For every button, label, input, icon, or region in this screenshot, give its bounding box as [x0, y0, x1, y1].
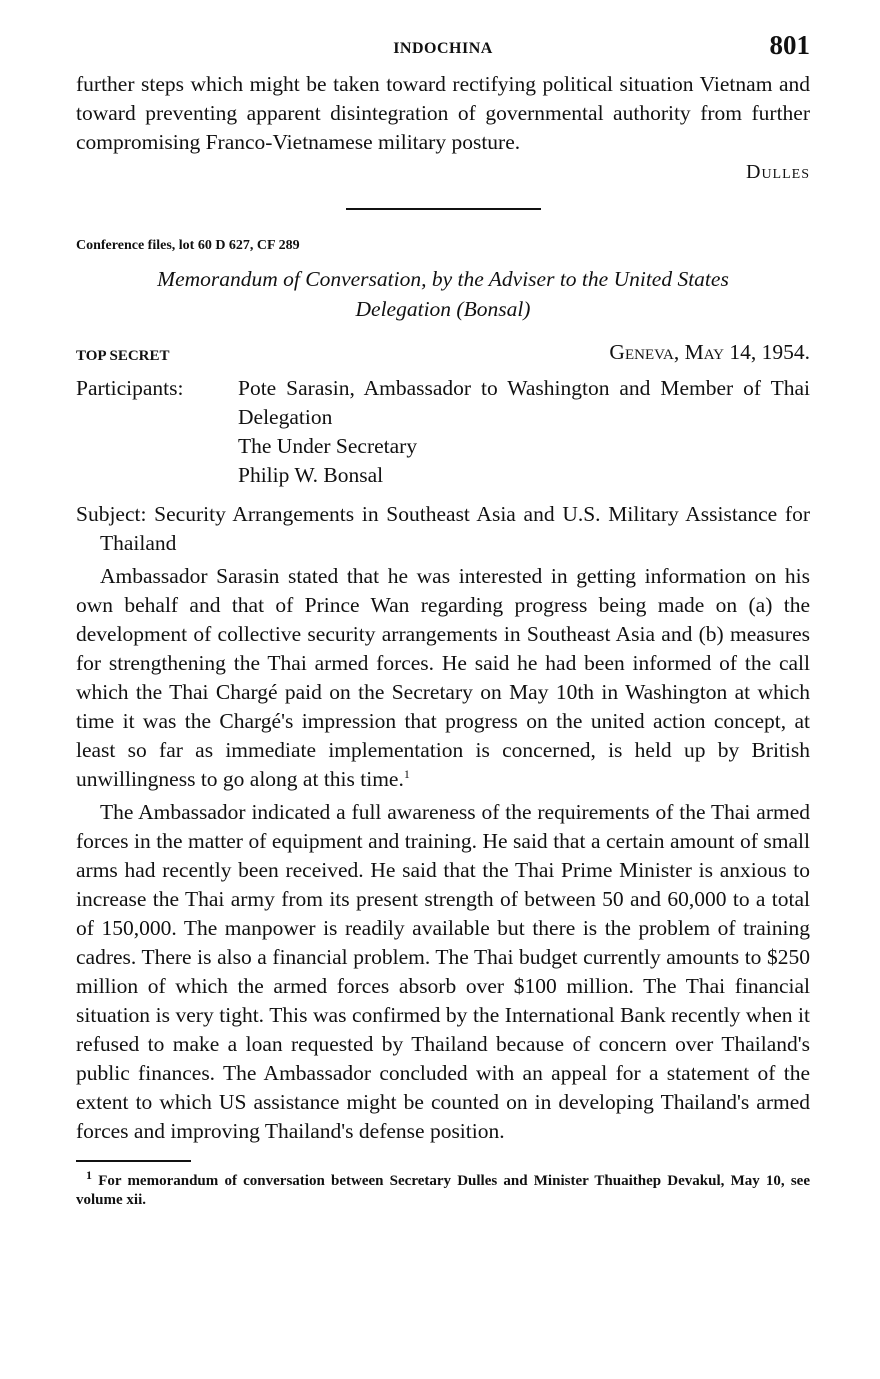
footnote-divider: [76, 1160, 191, 1162]
participant-item: Philip W. Bonsal: [238, 463, 384, 487]
signature-text: Dulles: [746, 161, 810, 183]
document-page: [76, 30, 810, 1210]
document-title: [76, 264, 810, 324]
footnote-reference: 1: [403, 766, 410, 781]
body-paragraph-1: [76, 562, 810, 794]
classification: TOP SECRET: [76, 348, 170, 364]
document-title-line1: Memorandum of Conversation, by the Adviser to the United States: [157, 267, 729, 291]
body-paragraph-2: The Ambassador indicated a full awareness of the requirements of the Thai armed forces in the matter of equipment and training. He said that a certain amount of small arms had recently been received. He said that the Thai Prime Minister is anxious to increase the Thai army from its present strength of between 50 and 60,000 to a total of 150,000. The manpower is readily available but there is the problem of training cadres. There is also a financial problem. The Thai budget currently amounts to $250 million of which the armed forces absorb over $100 million. The Thai financial situation is very tight. This was confirmed by the International Bank recently when it refused to make a loan requested by Thailand because of concern over Thailand's public finances. The Ambassador concluded with an appeal for a statement of the extent to which US assistance might be counted on in developing Thailand's armed forces and improving Thailand's defense position.: [76, 800, 810, 1143]
participants-list: [238, 374, 810, 490]
running-head: [76, 30, 810, 70]
continuation-paragraph: further steps which might be taken toward rectifying political situation Vietnam and toward preventing apparent disintegration of governmental authority from further compromising Franco-Vietnamese military posture.: [76, 72, 810, 154]
footnote: [76, 1168, 811, 1210]
classification-line: [76, 340, 810, 372]
footnote-text: For memorandum of conversation between Secretary Dulles and Minister Thuaithep Devakul, May 10, see volume xii.: [76, 1173, 811, 1208]
footnote-marker: 1: [86, 1168, 92, 1182]
page-number: 801: [769, 30, 810, 60]
signature: [76, 161, 810, 184]
place-date: Geneva, May 14, 1954.: [609, 340, 810, 364]
document-title-line2: Delegation (Bonsal): [355, 297, 531, 321]
section-divider: [346, 208, 541, 210]
source-note: Conference files, lot 60 D 627, CF 289: [76, 238, 300, 253]
participants-block: [76, 374, 810, 490]
running-title: INDOCHINA: [393, 40, 493, 57]
participant-item: Pote Sarasin, Ambassador to Washington and Member of Thai Delegation: [238, 376, 810, 429]
participant-item: The Under Secretary: [238, 434, 418, 458]
body-paragraph-1-text: Ambassador Sarasin stated that he was interested in getting information on his own behalf and that of Prince Wan regarding progress being made on (a) the development of collective security arrangements in Southeast Asia and (b) measures for strengthening the Thai armed forces. He said he had been informed of the call which the Thai Chargé paid on the Secretary on May 10th in Washington at which time it was the Chargé's impression that progress on the united action concept, at least so far as immediate implementation is concerned, is held up by British unwillingness to go along at this time.: [76, 564, 810, 791]
participants-label: Participants:: [76, 376, 184, 400]
subject-line: Subject: Security Arrangements in Southeast Asia and U.S. Military Assistance for Thailand: [76, 502, 810, 555]
